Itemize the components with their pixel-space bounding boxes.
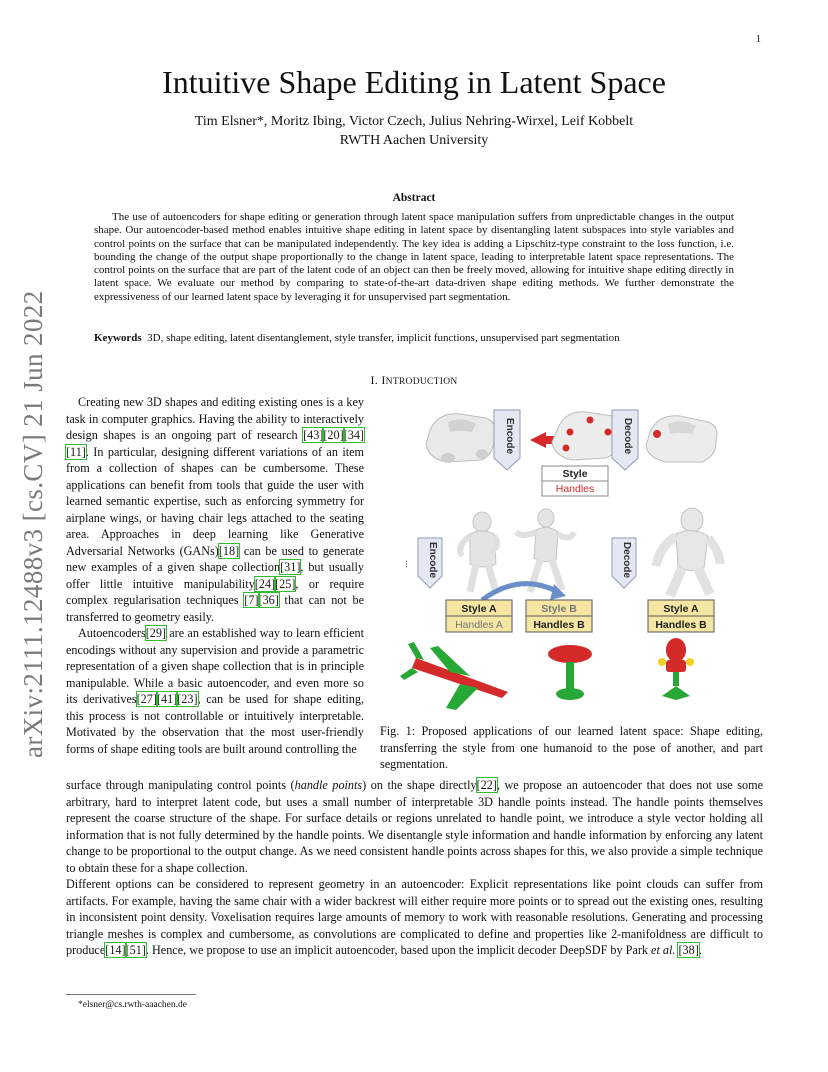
citation-link[interactable]: [7] [244, 593, 259, 607]
abstract-heading: Abstract [392, 192, 436, 204]
style-b-label: Style B [541, 603, 577, 615]
emphasis: handle points [294, 778, 363, 792]
intro-left-column [66, 394, 364, 757]
citation-link[interactable]: [38] [678, 943, 699, 957]
emphasis: et al. [651, 943, 676, 957]
page-number: 1 [756, 34, 761, 45]
arxiv-identifier: arXiv:2111.12488v3 [cs.CV] 21 Jun 2022 [18, 290, 48, 758]
text: ) on the shape directly [362, 778, 477, 792]
style-handles-box-b [526, 600, 592, 632]
citation-link[interactable]: [34] [343, 428, 364, 442]
car-shape-edited [646, 416, 717, 462]
segmented-chair [658, 638, 694, 700]
citation-link[interactable]: [36] [258, 593, 279, 607]
keywords [94, 332, 734, 344]
affiliation: RWTH Aachen University [339, 133, 489, 148]
citation-link[interactable]: [43] [303, 428, 324, 442]
authors: Tim Elsner*, Moritz Ibing, Victor Czech, Julius Nehring-Wirxel, Leif Kobbelt [194, 114, 634, 129]
figure-caption: Fig. 1: Proposed applications of our learned latent space: Shape editing, transferring the style from one humanoid to the pose of another, and part segmentation. [380, 724, 763, 771]
style-handles-box-result [648, 600, 714, 632]
citation-link[interactable]: [29] [145, 626, 166, 640]
encode-label-2: Encode [427, 541, 438, 579]
author-block [0, 112, 828, 150]
text: can be used to generate new examples of a given shape collection [66, 543, 364, 574]
footnote-rule [66, 994, 196, 995]
decode-tab-2 [612, 538, 636, 588]
text: , can be used for shape editing, this process is not controllable or intuitively interpretable. Motivated by the observation that the most user-friendly forms of shape editing tools are built around controlling the [66, 692, 364, 756]
figure-1 [390, 396, 762, 714]
text: Autoencoders [78, 626, 146, 640]
humanoid-result [656, 508, 720, 596]
text: surface through manipulating control points ( [66, 778, 295, 792]
citation-link[interactable]: [18] [218, 543, 240, 558]
citation-link[interactable]: [14] [105, 943, 126, 957]
text: , but usually offer little intuitive manipulability [66, 560, 365, 591]
encode-label: Encode [504, 417, 515, 455]
text: Different options can be considered to represent geometry in an autoencoder: Explicit representations like point clouds can suffer from artifacts. For example, having the same chair with a wider backrest will either require more points or to spread out the existing ones, resulting in inconsistent point density. Voxelisation requires large amounts of memory to work with reasonable resolutions. Generating and processing triangle meshes is complex and cumbersome, as convolutions are complicated to define and properties like 2-manifoldness are difficult to produce [66, 877, 763, 957]
style-a2-label: Style A [663, 603, 699, 615]
decode-label: Decode [622, 417, 633, 455]
citation-link[interactable]: [31] [280, 560, 301, 574]
humanoid-b [516, 509, 574, 592]
text: Creating new 3D shapes and editing existing ones is a key task in computer graphics. Having the ability to interactively design shapes is an ongoing part of research [66, 395, 364, 442]
ellipsis-label: ... [403, 559, 414, 569]
section-number: I. [370, 373, 379, 387]
style-a-label: Style A [461, 603, 497, 615]
intro-paragraph-2 [66, 625, 364, 757]
citation-link[interactable]: [27] [136, 692, 157, 706]
text: are an established way to learn efficient encodings without any supervision and provide a parametric representation of a given shape collection that is in principle manipulable. While a basic autoencoder, and even more so its derivatives [66, 626, 364, 706]
style-label: Style [562, 468, 588, 480]
full-paragraph-1 [66, 777, 763, 876]
text: that can not be transferred to geometry easily. [66, 593, 365, 624]
car-shape-original [426, 414, 495, 463]
handles-a-label: Handles A [455, 619, 503, 631]
handles-b2-label: Handles B [655, 619, 707, 631]
text: , we propose an autoencoder that does not use some arbitrary, hard to interpret latent code, but uses a small number of interpretable 3D handle points instead. The handle points themselves represent the coarse structure of the shape. For surface details or regions unrelated to handle point, we introduce a style vector holding all information that is not fully determined by the handle points. We disentangle style information and handle information by enforcing any latent change to be proportional to the output change. As we need consistent handle points across shapes for this, we also provide a simple technique to obtain these for a shape collection. [66, 778, 764, 875]
footnote: *elsner@cs.rwth-aaachen.de [78, 1000, 187, 1010]
paper-title: Intuitive Shape Editing in Latent Space [162, 64, 666, 100]
keywords-label: Keywords [94, 332, 142, 344]
citation-link[interactable]: [24] [254, 576, 276, 591]
decode-tab [612, 410, 638, 470]
text: . Hence, we propose to use an implicit autoencoder, based upon the implicit decoder DeepSDF by Park [145, 943, 652, 957]
humanoid-a [460, 512, 497, 592]
intro-full-width [66, 777, 763, 959]
encode-tab-2 [418, 538, 442, 588]
keywords-list: 3D, shape editing, latent disentanglement, style transfer, implicit functions, unsupervised part segmentation [147, 332, 620, 344]
encode-tab [494, 410, 520, 470]
text: , or require complex regularisation techniques [66, 576, 364, 607]
section-title-first: I [381, 373, 386, 387]
text: . In particular, designing different variations of an item from a collection of shapes can be cumbersome. These applications can benefit from tools that guide the user with learned semantic expertise, such as enforcing symmetry for airplane wings, or having chair legs attached to the seating area. Approaches in deep learning like Generative Adversarial Networks (GANs) [66, 444, 364, 558]
text: . [698, 943, 702, 957]
section-heading [0, 373, 828, 388]
citation-link[interactable]: [22] [476, 778, 497, 792]
citation-link[interactable]: [25] [275, 576, 296, 591]
abstract-text: The use of autoencoders for shape editing or generation through latent space manipulation suffers from unpredictable changes in the output shape. Our autoencoder-based method enables intuitive shape editing in latent space by disentangling latent subspaces into style variables and control points on the surface that can be manipulated independently. The key idea is adding a Lipschitz-type constraint to the loss function, i.e. bounding the change of the output shape proportionally to the change in latent space, leading to interpretable latent space representations. The control points on the surface that are part of the latent code of an object can then be freely moved, allowing for intuitive shape editing directly in latent space. We evaluate our method by comparing to state-of-the-art data-driven shape editing methods. We further demonstrate the expressiveness of our learned latent space by leveraging it for unsupervised part segmentation. [94, 211, 734, 303]
car-shape-handles [552, 412, 620, 460]
citation-link[interactable]: [20] [323, 428, 344, 442]
full-paragraph-2 [66, 876, 763, 959]
handles-b-label: Handles B [533, 619, 585, 631]
style-handles-box-top [542, 466, 608, 496]
decode-label-2: Decode [621, 541, 632, 579]
section-title-rest: NTRODUCTION [385, 377, 458, 387]
segmented-table [548, 645, 592, 700]
citation-link[interactable]: [23] [177, 692, 198, 706]
segmented-airplane [400, 642, 508, 710]
citation-link[interactable]: [51] [125, 943, 146, 957]
citation-link[interactable]: [41] [156, 692, 178, 706]
style-handles-box-a [446, 600, 512, 632]
citation-link[interactable]: [11] [66, 444, 86, 459]
handles-label: Handles [555, 483, 595, 495]
intro-paragraph-1 [66, 394, 364, 625]
